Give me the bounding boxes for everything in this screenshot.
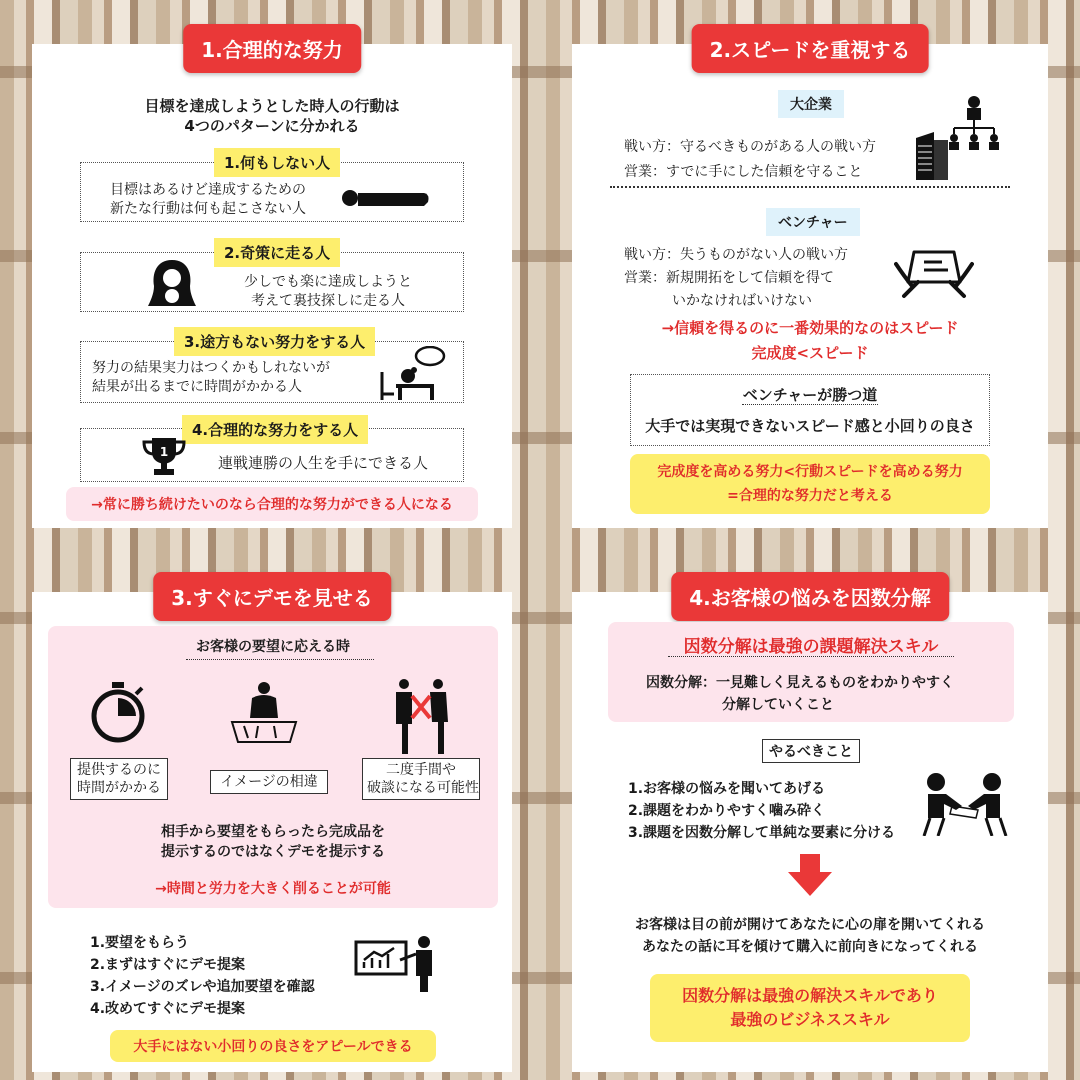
card-demo <box>32 586 512 1072</box>
todo-list: 1.お客様の悩みを聞いてあげる 2.課題をわかりやすく噛み砕く 3.課題を因数分解して単純な要素に分ける <box>628 781 896 841</box>
issue-label: イメージの相違 <box>210 770 328 794</box>
speed-message: →信頼を得るのに一番効果的なのはスピード 完成度<スピード <box>661 319 959 362</box>
section-badge: 1.合理的な努力 <box>183 24 361 73</box>
svg-text:1: 1 <box>159 445 169 459</box>
stopwatch-icon <box>90 682 146 744</box>
result-text: お客様は目の前が開けてあなたに心の扉を開いてくれる あなたの話に耳を傾けて購入に前向きになってくれる <box>635 917 985 955</box>
todo-title: やるべきこと <box>762 739 860 763</box>
pattern-label: 2.奇策に走る人 <box>214 238 340 267</box>
laptop-typing-icon <box>894 246 974 300</box>
definition-text: 因数分解：一見難しく見えるものをわかりやすく 分解していくこと <box>646 675 954 713</box>
steps-list: 1.要望をもらう 2.まずはすぐにデモ提案 3.イメージのズレや追加要望を確認 4.改めてすぐにデモ提案 <box>90 935 315 1017</box>
venture-label: ベンチャー <box>766 208 860 236</box>
meeting-person-icon <box>226 680 302 744</box>
pattern-label: 3.途方もない努力をする人 <box>174 327 375 356</box>
conclusion-text: →常に勝ち続けたいのなら合理的な努力ができる人になる <box>66 487 478 521</box>
section-badge: 3.すぐにデモを見せる <box>153 572 391 621</box>
way-title-underline <box>742 404 878 405</box>
panel-title: 因数分解は最強の課題解決スキル <box>683 637 939 657</box>
intro-text: 目標を達成しようとした時人の行動は 4つのパターンに分かれる <box>144 97 400 135</box>
pattern-desc: 連戦連勝の人生を手にできる人 <box>218 454 429 472</box>
handshake-icon <box>922 772 1008 836</box>
section-badge: 4.お客様の悩みを因数分解 <box>671 572 949 621</box>
venture-way-title: ベンチャーが勝つ道 <box>742 386 878 404</box>
organization-chart-icon <box>914 94 1004 180</box>
fortune-teller-icon <box>146 258 198 308</box>
down-arrow-icon <box>786 854 834 896</box>
pattern-desc: 努力の結果実力はつくかもしれないが 結果が出るまでに時間がかかる人 <box>92 360 330 395</box>
disagreement-icon <box>390 678 454 756</box>
lying-person-icon <box>340 184 432 214</box>
divider <box>610 186 1010 188</box>
pattern-label: 4.合理的な努力をする人 <box>182 415 368 444</box>
big-company-lines: 戦い方：守るべきものがある人の戦い方 営業：すでに手にした信頼を守ること <box>624 139 876 180</box>
big-company-label: 大企業 <box>778 90 844 118</box>
card-factorization <box>572 586 1048 1072</box>
venture-way-text: 大手では実現できないスピード感と小回りの良さ <box>645 417 975 435</box>
conclusion-text: 大手にはない小回りの良さをアピールできる <box>110 1030 436 1062</box>
panel-title-underline <box>668 656 954 657</box>
advice-text: 相手から要望をもらったら完成品を 提示するのではなくデモを提示する <box>161 824 385 860</box>
issue-label: 二度手間や 破談になる可能性 <box>362 758 480 800</box>
panel-title: お客様の要望に応える時 <box>196 639 350 655</box>
benefit-text: →時間と労力を大きく削ることが可能 <box>155 881 391 897</box>
pattern-label: 1.何もしない人 <box>214 148 340 177</box>
section-badge: 2.スピードを重視する <box>692 24 929 73</box>
conclusion-text: 完成度を高める努力<行動スピードを高める努力 =合理的な努力だと考える <box>630 454 990 514</box>
pattern-desc: 目標はあるけど達成するための 新たな行動は何も起こさない人 <box>110 182 306 217</box>
card-speed <box>572 38 1048 528</box>
card-reasonable-effort <box>32 38 512 528</box>
venture-lines: 戦い方：失うものがない人の戦い方 営業：新規開拓をして信頼を得て いかなければいけない <box>624 247 848 309</box>
conclusion-text: 因数分解は最強の解決スキルであり 最強のビジネススキル <box>650 974 970 1042</box>
pattern-desc: 少しでも楽に達成しようと 考えて裏技探しに走る人 <box>244 274 412 309</box>
panel-title-underline <box>186 659 374 660</box>
issue-label: 提供するのに 時間がかかる <box>70 758 168 800</box>
presentation-icon <box>354 936 442 992</box>
trophy-icon <box>142 436 186 476</box>
studying-person-icon <box>378 346 448 400</box>
